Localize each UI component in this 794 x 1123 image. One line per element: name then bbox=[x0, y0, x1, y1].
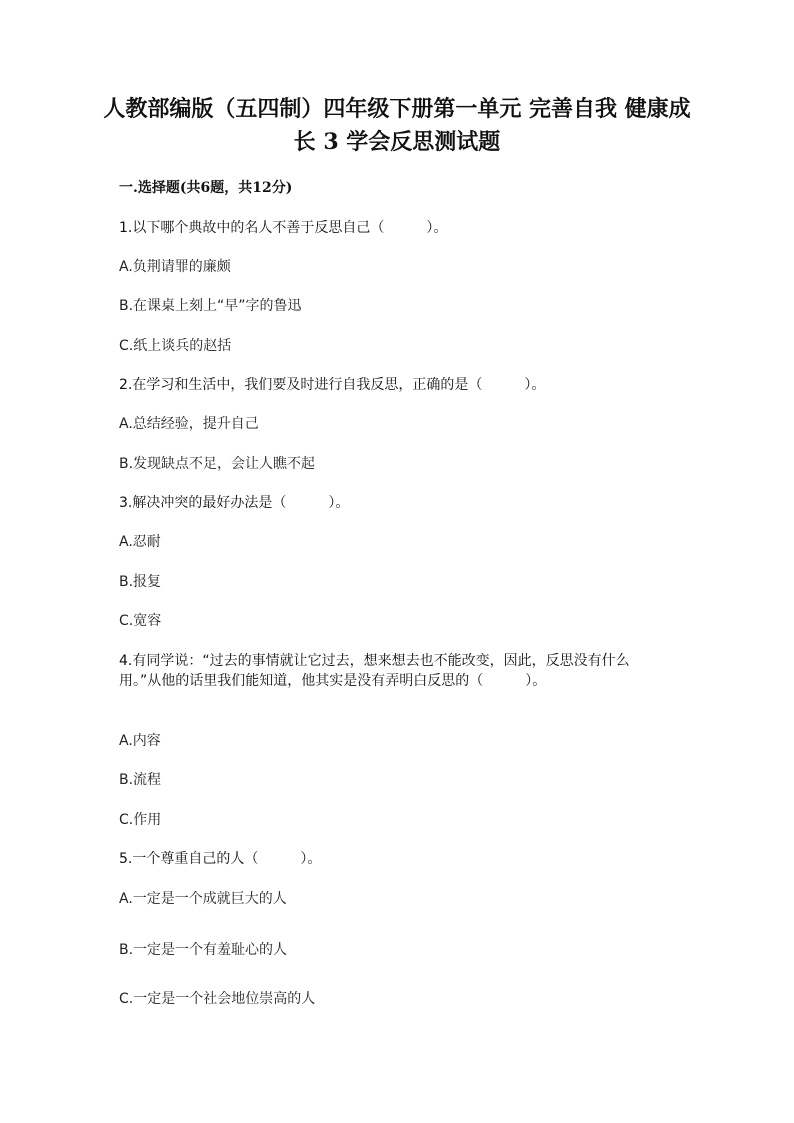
question-2-option-a[interactable]: A.总结经验，提升自己 bbox=[119, 416, 259, 432]
question-4-option-a[interactable]: A.内容 bbox=[119, 733, 161, 749]
document-title: 人教部编版（五四制）四年级下册第一单元 完善自我 健康成长 3 学会反思测试题 bbox=[103, 96, 691, 155]
section-heading: 一.选择题(共6题，共12分) bbox=[119, 180, 293, 196]
question-3-option-b[interactable]: B.报复 bbox=[119, 574, 162, 590]
question-4-option-b[interactable]: B.流程 bbox=[119, 772, 162, 788]
question-5-option-c[interactable]: C.一定是一个社会地位崇高的人 bbox=[119, 991, 316, 1007]
question-1-option-c[interactable]: C.纸上谈兵的赵括 bbox=[119, 338, 232, 354]
question-2-stem: 2.在学习和生活中，我们要及时进行自我反思，正确的是（ ）。 bbox=[119, 377, 546, 393]
question-3-stem: 3.解决冲突的最好办法是（ ）。 bbox=[119, 495, 350, 511]
question-5-option-a[interactable]: A.一定是一个成就巨大的人 bbox=[119, 891, 287, 907]
question-1-stem: 1.以下哪个典故中的名人不善于反思自己（ ）。 bbox=[119, 220, 448, 236]
question-4-option-c[interactable]: C.作用 bbox=[119, 812, 162, 828]
question-2-option-b[interactable]: B.发现缺点不足，会让人瞧不起 bbox=[119, 456, 316, 472]
question-5-stem: 5.一个尊重自己的人（ ）。 bbox=[119, 851, 322, 867]
question-3-option-a[interactable]: A.忍耐 bbox=[119, 534, 161, 550]
question-1-option-b[interactable]: B.在课桌上刻上“早”字的鲁迅 bbox=[119, 298, 302, 314]
question-4-stem: 4.有同学说：“过去的事情就让它过去，想来想去也不能改变，因此，反思没有什么用。”从他的话里我们能知道，他其实是没有弄明白反思的（ ）。 bbox=[119, 653, 630, 689]
question-1-option-a[interactable]: A.负荆请罪的廉颇 bbox=[119, 259, 231, 275]
question-3-option-c[interactable]: C.宽容 bbox=[119, 613, 162, 629]
question-5-option-b[interactable]: B.一定是一个有羞耻心的人 bbox=[119, 942, 288, 958]
